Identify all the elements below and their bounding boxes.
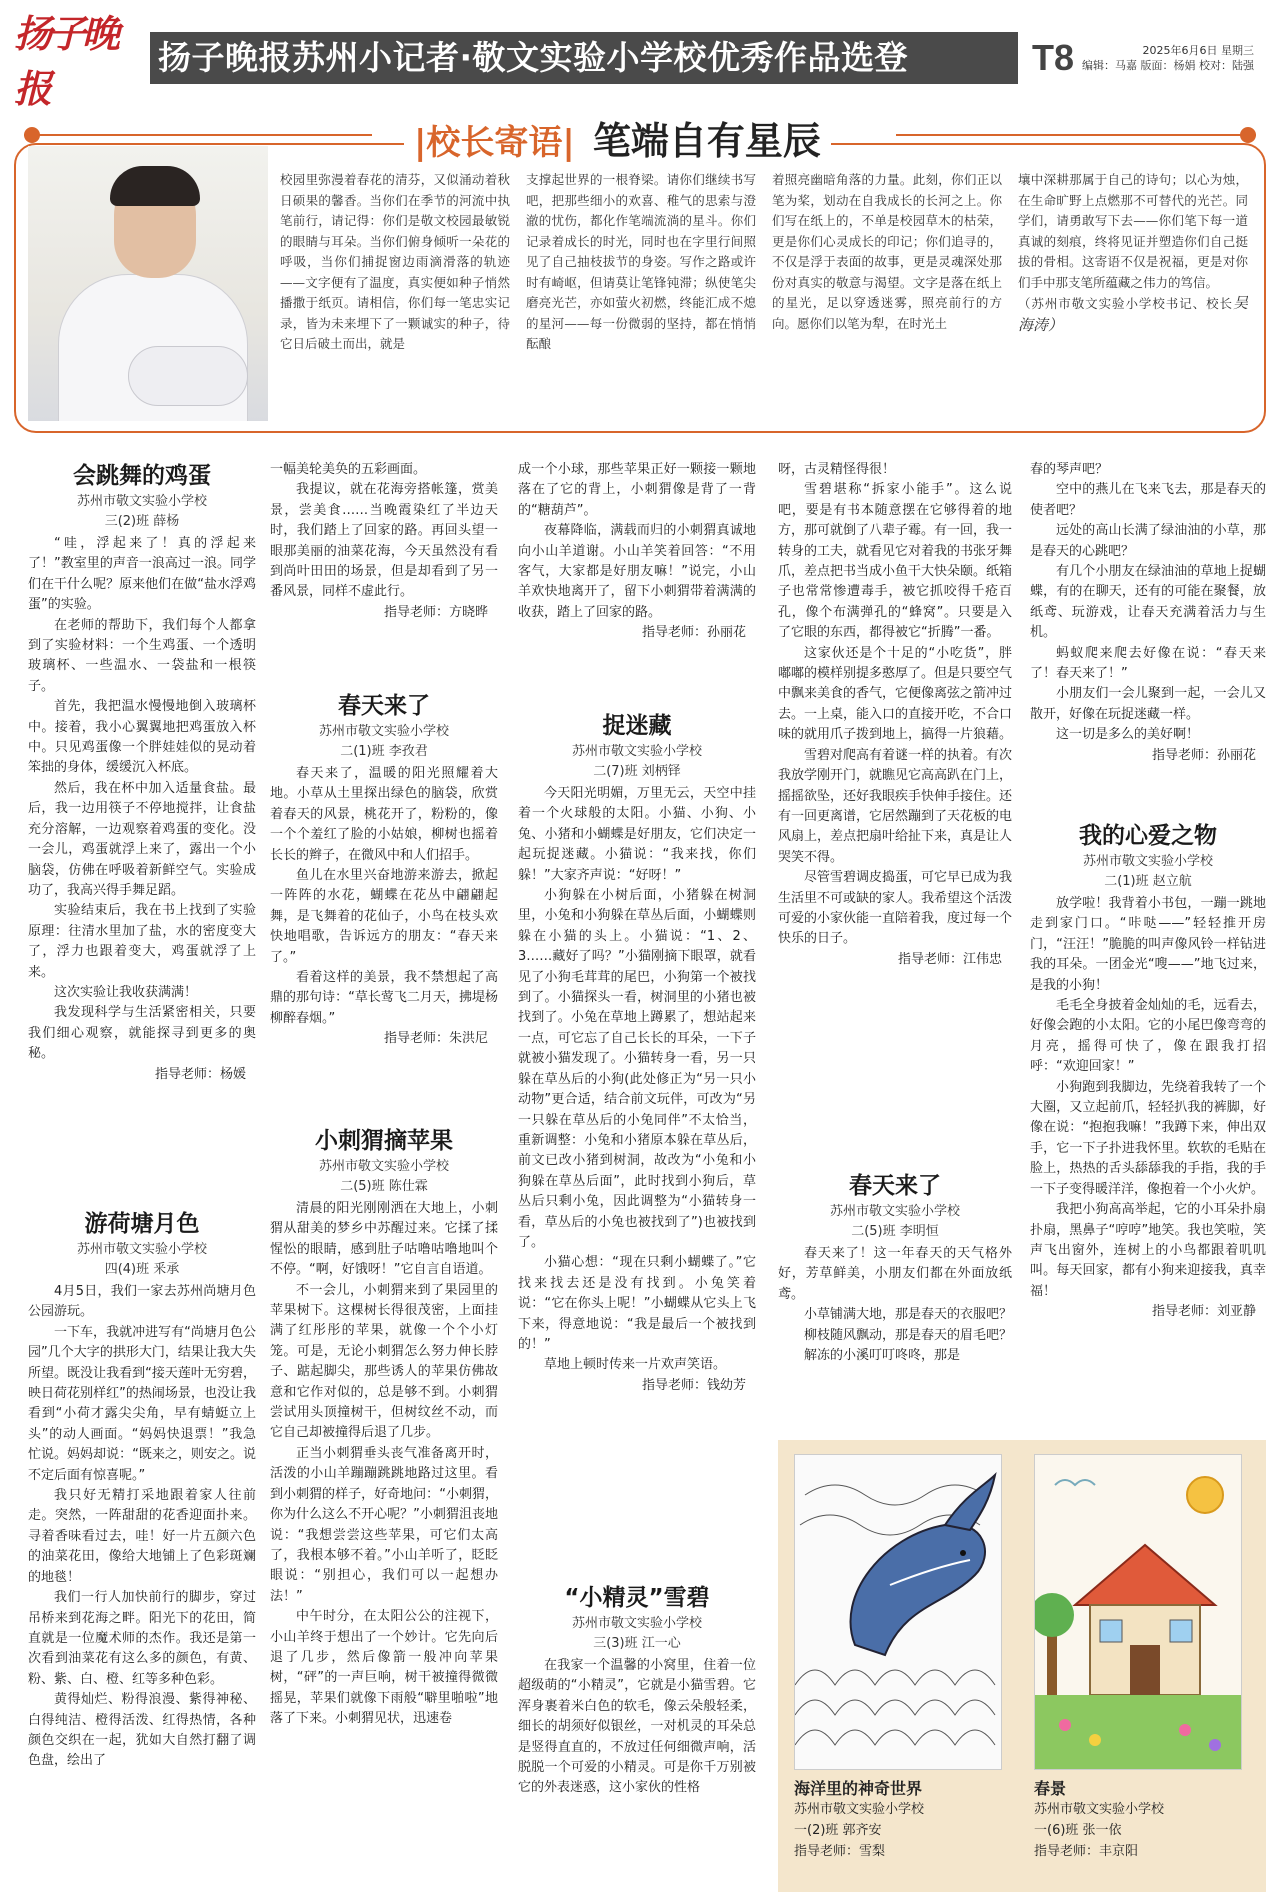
article-paragraph: 这一切是多么的美好啊！ <box>1056 727 1200 743</box>
article-paragraph: 雪碧对爬高有着谜一样的执着。有次我放学刚开门，就瞧见它高高趴在门上，摇摇欲坠，还好我眼疾手快伸手接住。还有一回更离谱，它居然蹦到了天花板的电风扇上，差点把扇叶给扯下来，真是让人哭笑不得。 <box>778 747 1013 865</box>
article-paragraph: 柳枝随风飘动，那是春天的眉毛吧？ <box>804 1327 1012 1343</box>
page-header <box>14 11 1266 111</box>
article-paragraph: 在我家一个温馨的小窝里，住着一位超级萌的“小精灵”，它就是小猫雪碧。它浑身裹着米白色的软毛，像云朵般轻柔，细长的胡须好似银丝，一对机灵的耳朵总是竖得直直的，不放过任何细微声响，活脱脱一个可爱的小精灵。可是你千万别被它的外表迷惑，这小家伙的性格 <box>518 1658 756 1796</box>
article-sprite-cat <box>518 1582 756 1896</box>
article-paragraph: 在老师的帮助下，我们每个人都拿到了实验材料：一个生鸡蛋、一个透明玻璃杯、一些温水、一袋盐和一根筷子。 <box>28 617 256 694</box>
article-paragraph: 呀，古灵精怪得很！ <box>778 462 896 477</box>
principal-signature: 吴海涛） <box>1018 294 1248 334</box>
article-paragraph: 春天来了！这一年春天的天气格外好，芳草鲜美，小朋友们都在外面放纸鸢。 <box>778 1246 1012 1302</box>
article-paragraph: 解冻的小溪叮叮咚咚，那是 <box>804 1348 961 1364</box>
article-paragraph: 我只好无精打采地跟着家人往前走。突然，一阵甜甜的花香迎面扑来。寻着香味看过去，哇！好一片五颜六色的油菜花田，像给大地铺上了色彩斑斓的地毯！ <box>28 1488 256 1585</box>
article-teacher: 指导老师：孙丽花 <box>641 625 746 641</box>
article-school: 苏州市敬文实验小学校 <box>829 1204 960 1219</box>
article-byline: 二(5)班 陈仕霖 <box>340 1179 428 1194</box>
article-paragraph: 成一个小球，那些苹果正好一颗接一颗地落在了它的背上，小刺猬像是背了一背的“糖葫芦”。 <box>518 462 756 518</box>
article-paragraph: 毛毛全身披着金灿灿的毛，远看去，好像会跑的小太阳。它的小尾巴像弯弯的月亮，摇得可快了，像在跟我打招呼：“欢迎回家！” <box>1030 998 1266 1075</box>
article-school: 苏州市敬文实验小学校 <box>76 1242 207 1257</box>
principal-text <box>280 170 1250 420</box>
article-byline: 二(5)班 李明恒 <box>851 1224 939 1239</box>
principal-col-4 <box>1018 170 1248 420</box>
article-school: 苏州市敬文实验小学校 <box>318 724 449 739</box>
section-banner: 扬子晚报苏州小记者·敬文实验小学校优秀作品选登 <box>150 32 1018 84</box>
article-sprite-cat-continued <box>778 460 1012 970</box>
article-paragraph: 首先，我把温水慢慢地倒入玻璃杯中。接着，我小心翼翼地把鸡蛋放入杯中。只见鸡蛋像一个胖娃娃似的晃动着笨拙的身体，缓缓沉入杯底。 <box>28 699 256 776</box>
title-rule-right <box>896 134 1256 136</box>
painting-spring-scene <box>1034 1454 1242 1770</box>
photo-arm-shape <box>128 346 248 406</box>
painting-byline: 一(2)班 郭齐安 <box>794 1823 882 1838</box>
artwork-box <box>778 1440 1266 1892</box>
article-dancing-egg <box>28 460 256 1085</box>
principal-col-3: 着照亮幽暗角落的力量。此刻，你们正以笔为桨，划动在自我成长的长河之上。你们写在纸上的，不单是校园草木的枯荣，更是你们心灵成长的印记；你们追寻的，不仅是浮于表面的故事，更是灵魂深处那份对真实的敬意与渴望。文字是落在纸上的星光，足以穿透迷雾，照亮前行的方向。愿你们以笔为犁，在时光土 <box>772 172 1002 331</box>
article-teacher: 指导老师：方晓晔 <box>383 604 488 620</box>
article-paragraph: 今天阳光明媚，万里无云，天空中挂着一个火球般的太阳。小猫、小狗、小兔、小猪和小蝴蝶是好朋友，它们决定一起玩捉迷藏。小猫说：“我来找，你们躲！”大家齐声说：“好呀！” <box>518 786 756 883</box>
painting-teacher: 指导老师：雪梨 <box>794 1844 886 1859</box>
article-school: 苏州市敬文实验小学校 <box>571 1616 702 1631</box>
article-byline: 二(1)班 李孜君 <box>340 744 428 759</box>
article-paragraph: 不一会儿，小刺猬来到了果园里的苹果树下。这棵树长得很茂密，上面挂满了红彤彤的苹果，就像一个个小灯笼。可是，无论小刺猬怎么努力伸长脖子、踮起脚尖，那些诱人的苹果仿佛故意和它作对似的，总是够不到。小刺猬尝试用头顶撞树干，但树纹丝不动，而它自己却被撞得后退了几步。 <box>270 1282 498 1441</box>
article-title: 捉迷藏 <box>602 713 672 739</box>
article-paragraph: 我发现科学与生活紧密相关，只要我们细心观察，就能探寻到更多的奥秘。 <box>28 1005 256 1062</box>
article-paragraph: 小朋友们一会儿聚到一起，一会儿又散开，好像在玩捉迷藏一样。 <box>1030 686 1266 722</box>
article-paragraph: 看着这样的美景，我不禁想起了高鼎的那句诗：“草长莺飞二月天，拂堤杨柳醉春烟。” <box>270 970 498 1026</box>
article-paragraph: 空中的燕儿在飞来飞去，那是春天的使者吧？ <box>1030 482 1266 518</box>
article-paragraph: 这次实验让我收获满满！ <box>54 984 198 1000</box>
article-byline: 二(7)班 刘柄铎 <box>593 764 681 779</box>
article-paragraph: 中午时分，在太阳公公的注视下，小山羊终于想出了一个妙计。它先向后退了几步，然后像箭一般冲向苹果树，“砰”的一声巨响，树干被撞得微微摇晃，苹果们就像下雨般“噼里啪啦”地落了下来。小刺猬见状，迅速卷 <box>270 1609 498 1727</box>
article-paragraph: 一幅美轮美奂的五彩画面。 <box>270 462 427 477</box>
article-byline: 三(2)班 薛杨 <box>104 514 180 529</box>
principal-sign: （苏州市敬文实验小学校书记、校长 <box>1018 296 1233 311</box>
photo-hair-shape <box>110 166 200 206</box>
article-paragraph: 实验结束后，我在书上找到了实验原理：往清水里加了盐，水的密度变大了，浮力也跟着变大，鸡蛋就浮了上来。 <box>28 903 256 980</box>
newspaper-logo: 扬子晚报 <box>14 11 117 111</box>
article-paragraph: 我提议，就在花海旁搭帐篷，赏美景，尝美食……当晚霞染红了半边天时，我们踏上了回家的路。再回头望一眼那美丽的油菜花海，今天虽然没有看到尚叶田田的场景，但是却看到了另一番风景，同样不虚此行。 <box>270 482 498 600</box>
article-teacher: 指导老师：江伟忠 <box>897 951 1002 967</box>
title-rule-left <box>24 134 372 136</box>
article-title: 小刺猬摘苹果 <box>315 1128 453 1154</box>
article-title: 春天来了 <box>338 693 430 719</box>
page-number: T8 <box>1032 37 1075 78</box>
article-title: 会跳舞的鸡蛋 <box>73 463 211 489</box>
article-paragraph: 清晨的阳光刚刚洒在大地上，小刺猬从甜美的梦乡中苏醒过来。它揉了揉惺忪的眼睛，感到肚子咕噜咕噜地叫个不停。“啊，好饿呀！”它自言自语道。 <box>270 1201 498 1278</box>
principal-col-4-text: 壤中深耕那属于自己的诗句；以心为烛，在生命旷野上点燃那不可替代的光芒。同学们，请勇敢写下去——你们笔下每一道真诚的刻痕，终将见证并塑造你们自己挺拔的骨相。这寄语不仅是祝福，更是对你们手中那支笔所蕴藏之伟力的笃信。 <box>1018 172 1248 290</box>
title-dot-left <box>24 127 40 143</box>
article-school: 苏州市敬文实验小学校 <box>571 744 702 759</box>
painting-school: 苏州市敬文实验小学校 <box>1034 1802 1165 1817</box>
principal-title <box>404 110 831 163</box>
article-spring-1 <box>270 690 498 1050</box>
article-lotus-pond-continued <box>270 460 498 623</box>
article-school: 苏州市敬文实验小学校 <box>1082 854 1213 869</box>
painting-school: 苏州市敬文实验小学校 <box>794 1802 925 1817</box>
article-teacher: 指导老师：钱幼芳 <box>641 1377 746 1393</box>
article-paragraph: 放学啦！我背着小书包，一蹦一跳地走到家门口。“咔哒——”轻轻推开房门，“汪汪！”脆脆的叫声像风铃一样钻进我的耳朵。一团金光“嗖——”地飞过来，是我的小狗！ <box>1030 896 1266 993</box>
article-paragraph: 小猫心想：“现在只剩小蝴蝶了。”它找来找去还是没有找到。小兔笑着说：“它在你头上呢！”小蝴蝶从它头上飞下来，得意地说：“我是最后一个被找到的！” <box>518 1255 756 1352</box>
article-paragraph: 黄得灿烂、粉得浪漫、紫得神秘、白得纯洁、橙得活泼、红得热情，各种颜色交织在一起，犹如大自然打翻了调色盘，绘出了 <box>28 1692 256 1769</box>
article-paragraph: 小狗躲在小树后面，小猪躲在树洞里，小兔和小狗躲在草丛后面，小蝴蝶则躲在小猫的头上。小猫说：“1、2、3……藏好了吗？”小猫刚摘下眼罩，就看见了小狗毛茸茸的尾巴，小狗第一个被找到了。小猫探头一看，树洞里的小猪也被找到了。小兔在草地上蹲累了，想站起来一点，可它忘了自己长长的耳朵，一下子就被小猫发现了。小猫转身一看，另一只躲在草丛后的小狗(此处修正为“另一只小动物”更合适，结合前文玩伴，可改为“另一只躲在草丛后的小兔同伴”不太恰当，重新调整：小兔和小猪原本躲在草丛后，前文已改小猪到树洞，故改为“小兔和小狗躲在草丛后面”，此时找到小狗后，草丛后只剩小兔，因此调整为“小猫转身一看，草丛后的小兔也被找到了”)也被找到了。 <box>518 888 756 1250</box>
painting-teacher: 指导老师：丰京阳 <box>1034 1844 1139 1859</box>
article-teacher: 指导老师：刘亚静 <box>1151 1304 1256 1320</box>
article-hedgehog-continued <box>518 460 756 644</box>
article-paragraph: 小草铺满大地，那是春天的衣服吧？ <box>804 1307 1012 1323</box>
editors-line: 编辑：马嘉 版面：杨娟 校对：陆强 <box>1082 59 1255 72</box>
painting-caption-1 <box>794 1778 1014 1862</box>
house-drawing-icon <box>1035 1455 1242 1770</box>
article-paragraph: 然后，我在杯中加入适量食盐。最后，我一边用筷子不停地搅拌，让食盐充分溶解，一边观察着鸡蛋的变化。没一会儿，鸡蛋就浮上来了，露出一个小脑袋，仿佛在呼吸着新鲜空气。实验成功了，我高兴得手舞足蹈。 <box>28 780 256 898</box>
issue-date: 2025年6月6日 星期三 <box>1142 44 1255 57</box>
article-teacher: 指导老师：杨媛 <box>154 1066 246 1082</box>
article-title: “小精灵”雪碧 <box>564 1585 710 1611</box>
header-info <box>1082 43 1254 73</box>
article-hedgehog <box>270 1125 498 1896</box>
article-school: 苏州市敬文实验小学校 <box>76 494 207 509</box>
article-paragraph: 正当小刺猬垂头丧气准备离开时，活泼的小山羊蹦蹦跳跳地路过这里。看到小刺猬的样子，好奇地问：“小刺猬，你为什么这么不开心呢？”小刺猬沮丧地说：“我想尝尝这些苹果，可它们太高了，我根本够不着。”小山羊听了，眨眨眼说：“别担心，我们可以一起想办法！” <box>270 1445 498 1604</box>
article-school: 苏州市敬文实验小学校 <box>318 1159 449 1174</box>
whale-drawing-icon <box>795 1455 1002 1770</box>
article-paragraph: 蚂蚁爬来爬去好像在说：“春天来了！春天来了！” <box>1030 645 1266 682</box>
article-paragraph: 有几个小朋友在绿油油的草地上捉蝴蝶，有的在聊天，还有的可能在聚餐，放纸鸢、玩游戏，让春天充满着活力与生机。 <box>1030 564 1266 641</box>
article-paragraph: “哇，浮起来了！真的浮起来了！”教室里的声音一浪高过一浪。同学们在干什么呢？原来他们在做“盐水浮鸡蛋”的实验。 <box>28 536 256 613</box>
painting-caption-2 <box>1034 1778 1254 1862</box>
article-byline: 三(3)班 江一心 <box>593 1636 681 1651</box>
article-title: 我的心爱之物 <box>1079 823 1217 849</box>
title-dot-right <box>1240 127 1256 143</box>
painting-title: 海洋里的神奇世界 <box>794 1779 923 1798</box>
article-paragraph: 春天来了，温暖的阳光照耀着大地。小草从土里探出绿色的脑袋，欣赏着春天的风景，桃花开了，粉粉的，像一个个羞红了脸的小姑娘，柳树也摇着长长的辫子，在微风中和人们招手。 <box>270 766 498 863</box>
article-paragraph: 夜幕降临，满载而归的小刺猬真诚地向小山羊道谢。小山羊笑着回答：“不用客气，大家都是好朋友嘛！”说完，小山羊欢快地离开了，留下小刺猬带着满满的收获，踏上了回家的路。 <box>518 523 756 620</box>
article-title: 春天来了 <box>849 1173 941 1199</box>
article-title: 游荷塘月色 <box>84 1211 200 1237</box>
principal-photo <box>28 146 268 421</box>
painting-byline: 一(6)班 张一依 <box>1034 1823 1122 1838</box>
article-paragraph: 雪碧堪称“拆家小能手”。这么说吧，要是有书本随意摆在它够得着的地方，那可就倒了八辈子霉。有一回，我一转身的工夫，就看见它对着我的书张牙舞爪，差点把书当成小鱼干大快朵颐。纸箱子也常常惨遭毒手，被它抓咬得千疮百孔，像个布满弹孔的“蜂窝”。只要是入了它眼的东西，都得被它“折腾”一番。 <box>778 482 1013 641</box>
article-teacher: 指导老师：朱洪尼 <box>383 1031 488 1047</box>
painting-ocean-world <box>794 1454 1002 1770</box>
article-hide-and-seek <box>518 710 756 1580</box>
article-paragraph: 鱼儿在水里兴奋地游来游去，掀起一阵阵的水花，蝴蝶在花丛中翩翩起舞，是飞舞着的花仙子，小鸟在枝头欢快地唱歌，告诉远方的朋友：“春天来了。” <box>270 868 498 965</box>
article-paragraph: 这家伙还是个十足的“小吃货”，胖嘟嘟的模样别提多憨厚了。但是只要空气中飘来美食的香气，它便像离弦之箭冲过去。一上桌，能入口的直接开吃，不合口味的就用爪子拨到地上，搞得一片狼藉。 <box>778 645 1013 743</box>
article-spring-2-continued <box>1030 460 1266 766</box>
painting-title: 春景 <box>1034 1779 1067 1798</box>
article-paragraph: 我把小狗高高举起，它的小耳朵扑扇扑扇，黑鼻子“哼哼”地笑。我也笑啦，笑声飞出窗外，连树上的小鸟都跟着叽叽叫。每天回家，都有小狗来迎接我，真幸福！ <box>1030 1202 1266 1299</box>
principal-col-1: 校园里弥漫着春花的清芬，又似涌动着秋日硕果的馨香。当你们在季节的河流中执笔前行，请记得：你们是敬文校园最敏锐的眼睛与耳朵。当你们俯身倾听一朵花的呼吸，当你们捕捉窗边雨滴滑落的轨迹——文字便有了温度，真实便如种子悄然播撒于纸页。请相信，你们每一笔忠实记录，皆为未来埋下了一颗诚实的种子，待它日后破土而出，就是 <box>280 172 510 351</box>
principal-heading: 笔端自有星辰 <box>592 119 821 163</box>
article-paragraph: 我们一行人加快前行的脚步，穿过吊桥来到花海之畔。阳光下的花田，简直就是一位魔术师的杰作。我还是第一次看到油菜花有这么多的颜色，有黄、粉、紫、白、橙、红等多种色彩。 <box>28 1590 256 1687</box>
article-byline: 四(4)班 釆承 <box>104 1262 180 1277</box>
article-my-beloved <box>1030 820 1266 1432</box>
article-paragraph: 草地上顿时传来一片欢声笑语。 <box>544 1357 727 1373</box>
article-teacher: 指导老师：孙丽花 <box>1151 747 1256 763</box>
article-paragraph: 小狗跑到我脚边，先绕着我转了一个大圈，又立起前爪，轻轻扒我的裤脚，好像在说：“抱抱我嘛！”我蹲下来，伸出双手，它一下子扑进我怀里。软软的毛贴在脸上，热热的舌头舔舔我的手指，我的手一下子变得暖洋洋，像抱着一个小火炉。 <box>1030 1079 1266 1197</box>
article-spring-2 <box>778 1170 1012 1432</box>
article-byline: 二(1)班 赵立航 <box>1104 874 1192 889</box>
article-lotus-pond <box>28 1208 256 1896</box>
principal-col-2: 支撑起世界的一根脊梁。请你们继续书写吧，把那些细小的欢喜、稚气的思索与澄澈的忧伤，都化作笔端流淌的星斗。你们记录着成长的时光，同时也在字里行间照见了自己抽枝拔节的身姿。写作之路或许时有崎岖，但请莫让笔锋钝滞；纵使笔尖磨亮光芒，亦如萤火初燃，终能汇成不熄的星河——每一份微弱的坚持，都在悄悄酝酿 <box>526 172 756 351</box>
article-paragraph: 尽管雪碧调皮捣蛋，可它早已成为我生活里不可或缺的家人。我希望这个活泼可爱的小家伙能一直陪着我，度过每一个快乐的日子。 <box>778 870 1013 947</box>
article-paragraph: 远处的高山长满了绿油油的小草，那是春天的心跳吧？ <box>1030 523 1266 559</box>
article-paragraph: 春的琴声吧？ <box>1030 462 1109 477</box>
article-paragraph: 4月5日，我们一家去苏州尚塘月色公园游玩。 <box>28 1284 256 1320</box>
principal-tag: |校长寄语| <box>414 123 575 163</box>
article-paragraph: 一下车，我就冲进写有“尚塘月色公园”几个大字的拱形大门，结果让我大失所望。既没让我看到“接天莲叶无穷碧，映日荷花别样红”的热闹场景，也没让我看到“小荷才露尖尖角，早有蜻蜓立上头”的动人画面。“妈妈快退票！”我急忙说。妈妈却说：“既来之，则安之。说不定后面有惊喜呢。” <box>28 1324 256 1483</box>
